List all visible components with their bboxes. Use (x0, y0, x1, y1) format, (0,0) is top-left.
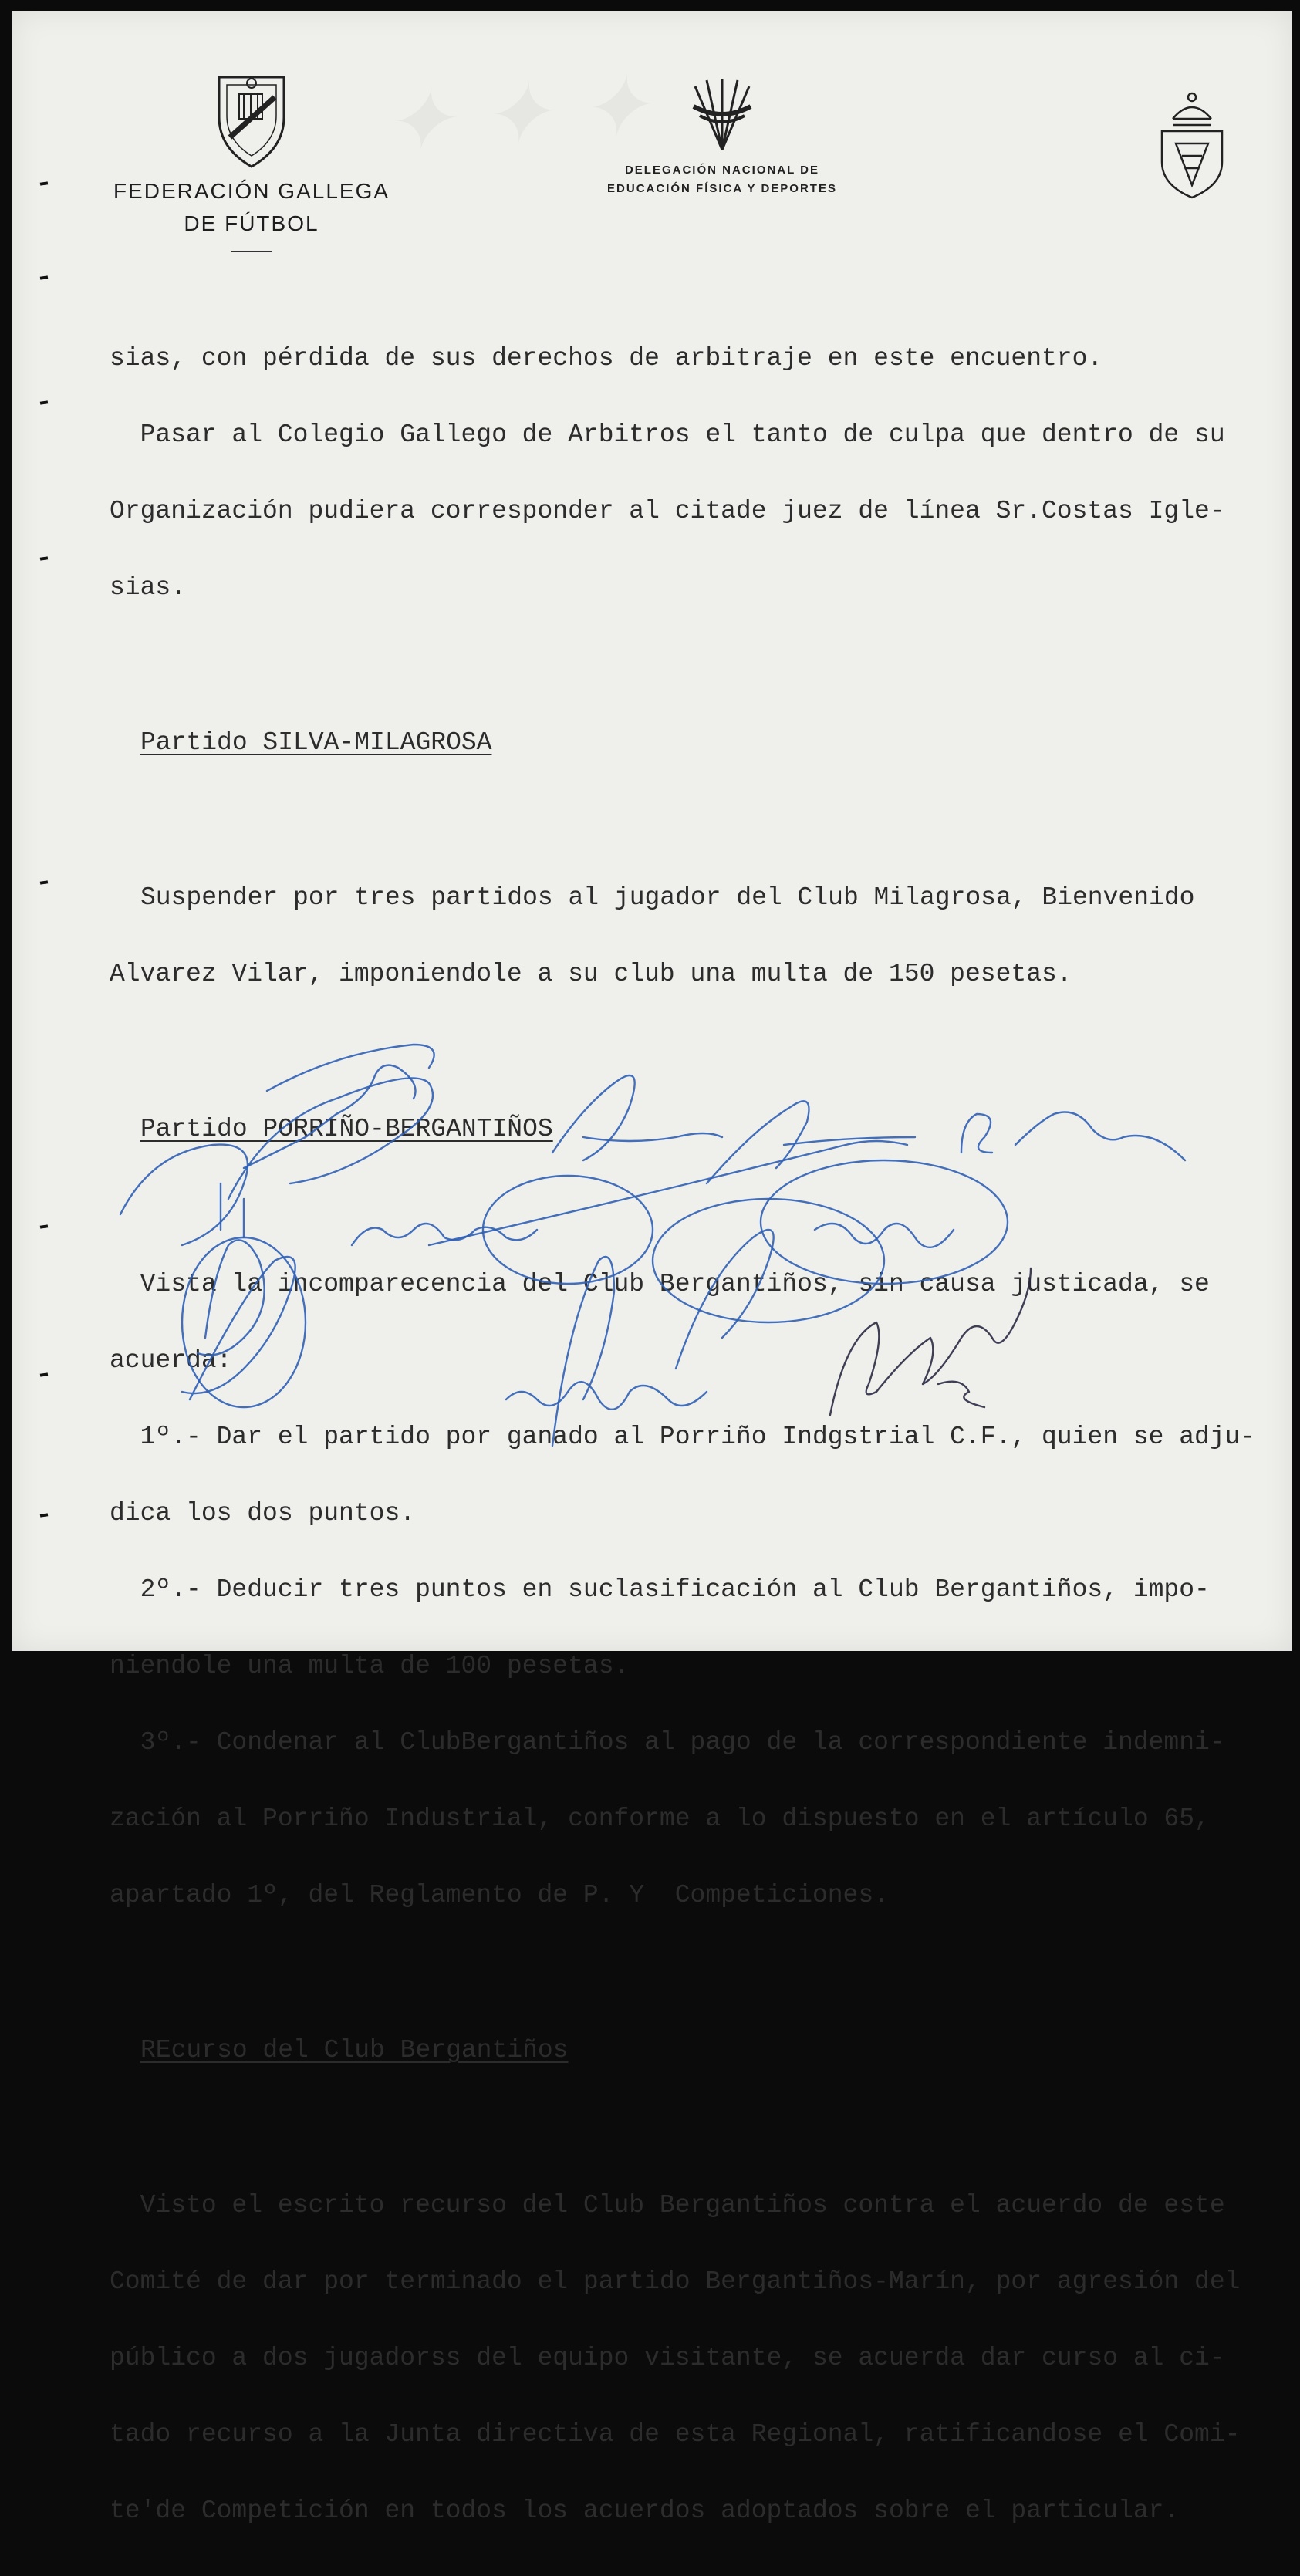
document-page (12, 11, 1292, 2525)
body-line: tado recurso a la Junta directiva de esta Regional, ratificandose el Comi- (110, 2420, 1241, 2449)
body-line: zación al Porriño Industrial, conforme a lo dispuesto en el artículo 65, (110, 1805, 1210, 1833)
federation-shield-icon (213, 71, 290, 171)
body-line: apartado 1º, del Reglamento de P. Y Competiciones. (110, 1881, 889, 1909)
section-heading-silva: Partido SILVA-MILAGROSA (140, 728, 492, 757)
royal-crown-shield-icon (1157, 88, 1227, 200)
delegation-name-line2: EDUCACIÓN FÍSICA Y DEPORTES (607, 182, 837, 195)
minutes-body (110, 295, 1290, 2574)
punch-mark (12, 1373, 29, 1390)
delegation-letterhead (568, 73, 876, 198)
body-line: 3º.- Condenar al ClubBergantiños al pago de la correspondiente indemni- (110, 1728, 1225, 1757)
punch-mark (12, 881, 29, 898)
delegation-name-line1: DELEGACIÓN NACIONAL DE (624, 164, 820, 177)
body-line: Pasar al Colegio Gallego de Arbitros el tanto de culpa que dentro de su (110, 420, 1225, 449)
body-line: público a dos jugadorss del equipo visitante, se acuerda dar curso al ci- (110, 2344, 1225, 2372)
federation-name-line1: FEDERACIÓN GALLEGA (113, 179, 390, 203)
body-line: sias, con pérdida de sus derechos de arbitraje en este encuentro. (110, 344, 1103, 373)
body-line: sias. (110, 573, 187, 602)
body-line: dica los dos puntos. (110, 1499, 416, 1528)
letterhead-divider (231, 251, 272, 252)
body-line: Alvarez Vilar, imponiendole a su club una multa de 150 pesetas. (110, 960, 1072, 988)
crown-crest (1157, 88, 1227, 204)
body-line: Organización pudiera corresponder al citade juez de línea Sr.Costas Igle- (110, 497, 1225, 525)
body-line: Suspender por tres partidos al jugador del Club Milagrosa, Bienvenido (140, 883, 1195, 912)
body-line: niendole una multa de 100 pesetas. (110, 1652, 630, 1680)
body-line: 1º.- Dar el partido por ganado al Porriño Indgstrial C.F., quien se adju- (110, 1423, 1256, 1451)
body-line: 2º.- Deducir tres puntos en suclasificación al Club Bergantiños, impo- (110, 1575, 1210, 1604)
punch-mark (12, 557, 29, 574)
punch-mark (12, 401, 29, 418)
section-heading-recurso: REcurso del Club Bergantiños (140, 2036, 569, 2065)
punch-mark (12, 182, 29, 199)
body-line: Vista la incomparecencia del Club Bergantiños, sin causa justicada, se (110, 1270, 1210, 1298)
punch-mark (12, 1225, 29, 1242)
body-line: acuerda: (110, 1346, 232, 1375)
body-line: Comité de dar por terminado el partido Bergantiños-Marín, por agresión del (110, 2267, 1241, 2296)
federation-name-line2: DE FÚTBOL (184, 211, 319, 235)
punch-mark (12, 1514, 29, 1531)
section-heading-porrino: Partido PORRIÑO-BERGANTIÑOS (140, 1115, 553, 1143)
punch-mark (12, 276, 29, 293)
yoke-and-arrows-icon (680, 73, 765, 157)
body-line: te'de Competición en todos los acuerdos adoptados sobre el particular. (110, 2497, 1180, 2525)
body-line: Visto el escrito recurso del Club Bergantiños contra el acuerdo de este (110, 2191, 1225, 2220)
federation-letterhead (82, 71, 421, 252)
